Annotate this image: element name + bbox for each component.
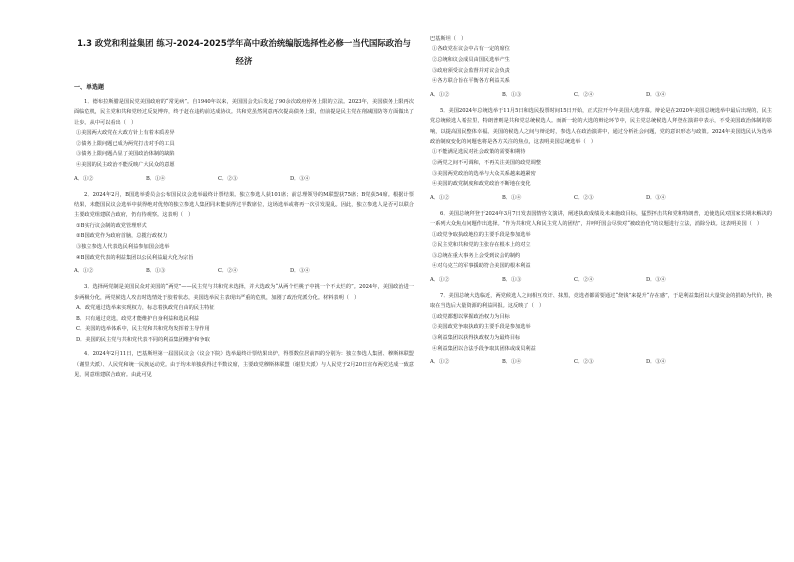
- question-option: ②民主党和共和党的主张存在根本上的对立: [432, 242, 531, 249]
- answer-choice: C．②③: [218, 175, 238, 182]
- answer-choice: B．①④: [502, 194, 522, 201]
- question-stem: 3．选择两党制是美国民众对美国的“两党”——民主党与共和党未选择，并大选政为“从两个烂桃子中挑一个不太烂的”。2024年，美国政治进一步两极分化，两党候选人攻击时选情处于胶着状态，美国选举民主表现出严重的危机，加剧了政治党派分化。材料表明（ ）: [74, 284, 414, 301]
- answer-choices: [430, 90, 772, 101]
- question-option: D．美国的民主党与共和党代表不同的利益集团维护和争取: [76, 336, 210, 343]
- question-option: ③独立参选人代表选民利益参加国会选举: [76, 244, 170, 250]
- answer-choice: B．①④: [502, 359, 522, 366]
- question-option: ②两党之间不可调和，不再关注美国的政党调整: [432, 160, 541, 166]
- answer-choice: D．③④: [290, 268, 310, 275]
- answer-choice: D．③④: [290, 175, 310, 182]
- question-option: ④美国的政党制度和政党政治不断地在变化: [432, 181, 531, 188]
- question-block: [430, 209, 772, 286]
- question-option: ④B国政党代表的利益集团以公民利益最大化为宗旨: [76, 254, 194, 261]
- question-option: B．只有通过竞选，政党才能维护自身利益和选民利益: [76, 315, 200, 322]
- answer-choice: B．①③: [502, 276, 522, 283]
- question-block: [74, 282, 414, 345]
- right-column: [430, 34, 772, 373]
- question-block: [74, 190, 414, 278]
- answer-choice: D．③④: [646, 91, 666, 98]
- document-page: [74, 34, 772, 540]
- answer-choices: [430, 193, 772, 204]
- question-option: A．政党通过选举来实现权力，标志着执政党自由的民主特征: [76, 305, 215, 311]
- question-option: ③美国两党政治的选举与大众关系越来越紧密: [432, 170, 536, 177]
- question-option: ④美国的民主政治不能反映广大民众的意愿: [76, 162, 175, 168]
- question-option: ①B实行议会制的政党管理形式: [76, 222, 147, 229]
- answer-choice: B．①③: [146, 268, 166, 275]
- answer-choice: C．②③: [574, 194, 594, 201]
- question-option: ④利益集团以合法手段争取其团体或成员利益: [432, 345, 536, 352]
- answer-choice: C．②④: [574, 91, 594, 98]
- question-stem: 2．2024年2月，B国选举委员会公布国民议会选举最终计票结果。独立参选人获101席；前总理领导的M联盟获75席；B党获54席。根据计票结果，未能国民议会选举中获得绝对优势的独立参选人集团同未能获得过半数席位，这场选举或将再一次引发混乱。因此，独立参选人是否可以联合主要政党组建联合政府，仍有待观察。这表明（ ）: [74, 191, 414, 219]
- question-stem: 1．德布拉斯腊是国民党美国政府的“常见病”。自1940年以来，美国国会先后发起了90余次政府停务上限的立法。2023年，美国债务上限再次面临危机，民主党和共和党经过反复博弈，终于赶在违约前达成协议。共和党虽然同意再次提高债务上限，但前提是民主党在削减国防等方面做出了让步。从中可以看出（ ）: [74, 99, 414, 126]
- question-stem: 7．美国总统大选临近，两党候选人之间相互攻讦、抹黑，竞选者都需要通过“烧钱”来提升“存在感”，于是利益集团以大量资金的捐助为代价，换取在当选后大量资源的利益回报。这反映了（ ）: [430, 292, 772, 310]
- document-title: 1.3 政党和利益集团 练习-2024-2025学年高中政治统编版选择性必修一当代国际政治与经济: [77, 38, 411, 66]
- answer-choice: D．③④: [646, 194, 666, 201]
- answer-choices: [430, 275, 772, 286]
- answer-choice: C．②④: [574, 276, 594, 283]
- question-option: ④各方联合旨在平衡各方利益关系: [432, 78, 510, 85]
- answer-choice: B．①④: [146, 175, 166, 182]
- answer-choice: A．①②: [430, 91, 450, 98]
- question-option: ①不能满足选民对社会政策的需要和期待: [432, 149, 526, 156]
- question-option: ②债务上限问题已成为两党打击对手的工具: [76, 140, 175, 147]
- question-block: [430, 291, 772, 368]
- answer-choice: A．①②: [430, 359, 450, 366]
- question-block: [430, 106, 772, 204]
- answer-choices: [430, 357, 772, 368]
- answer-choice: D．③④: [646, 276, 666, 283]
- answer-choice: A．①②: [74, 268, 94, 275]
- question-block: [74, 97, 414, 185]
- question-option: ④对乌克兰的军事援助符合美国的根本利益: [432, 263, 531, 270]
- question-option: ①政党都想以掌握政治权力为目标: [432, 313, 510, 320]
- answer-choice: A．①②: [74, 175, 94, 182]
- question-option: ③政府须受议会监督并对议会负责: [432, 67, 510, 74]
- answer-choice: A．①②: [430, 276, 450, 283]
- answer-choice: A．①②: [430, 194, 450, 201]
- question-option: ②总统和议会成员由国民选举产生: [432, 57, 510, 63]
- question-stem: 5．美国2024年总统选举于11月5日和选民投票时间15日开始，正式拉开今年美国大选序幕。辩论是在2020年美国总统选举中最后出现的，民主党总统候选人希拉里，特朗普则是共和党总统候选人。而新一轮的大选的辩论环节中，民主党总统候选人拜登在演讲中表示，不受美国政治体制的影响，以提高国民整体幸福。美国的候选人之间与辩论时，参选人在政治演讲中，通过分析社会问题，党的意识形态与政策。2024年美国选民认为选举政治制度变化的问题也将是各方关注的焦点，这表明美国总统选举（ ）: [430, 107, 772, 145]
- section-heading: 一、单选题: [74, 84, 105, 91]
- answer-choice: C．②③: [574, 359, 594, 366]
- answer-choice: C．②④: [218, 268, 238, 275]
- right-question-list: [430, 34, 772, 368]
- question-option: ①政党争取执政地位的主要手段是参加选举: [432, 231, 531, 238]
- answer-choice: B．①③: [502, 91, 522, 98]
- question-option: ②美国政党争取执政的主要手段是参加选举: [432, 324, 531, 331]
- question-stem: 巴基斯坦（ ）: [430, 36, 467, 42]
- question-stem: 4．2024年2月11日，巴基斯坦第一届国民议会（议会下院）选举最终计票结果出炉，得票数位居前四的分别为：独立参选人集团、穆斯林联盟（谢里夫派）、人民党和统一民族运动党。由于均未单独获得过半数议席，主要政党穆斯林联盟（谢里夫派）与人民党于2月20日宣布两党达成一致意见，同意组建联合政府。由此可见: [74, 351, 414, 379]
- left-column: [74, 34, 414, 385]
- question-option: ①美国两大政党在大政方针上有着本质差异: [76, 130, 175, 137]
- question-block: [430, 34, 772, 101]
- question-stem: 6．美国总统拜登于2024年3月7日发表国情咨文演讲，阐述执政成绩及未来施政目标，猛烈抨击共和党和特朗普，迫使选民对国家长期未解决的一系列大众焦点问题作出选择。“作为共和党人和民主党人的团结”，并呼吁国会尽快对“被政治化”的议题进行立法，消除分歧。这表明美国（ ）: [430, 210, 772, 228]
- left-question-list: [74, 97, 414, 381]
- question-option: ①各政党在议会中占有一定的席位: [432, 46, 510, 53]
- answer-choice: D．③④: [646, 359, 666, 366]
- question-option: ③债务上限问题凸显了美国政治体制的缺陷: [76, 151, 175, 158]
- answer-choices: [74, 174, 414, 185]
- question-option: C．美国的选举体系中，民主党和共和党均发挥着主导作用: [76, 326, 210, 333]
- answer-choices: [74, 266, 414, 277]
- question-option: ②B国政党作为政府首脑，总揽行政权力: [76, 233, 168, 240]
- question-option: ③利益集团以获得执政权力为最终目标: [432, 334, 521, 341]
- question-block: [74, 349, 414, 380]
- question-option: ③总统在重大事务上会受到议会的制约: [432, 252, 521, 259]
